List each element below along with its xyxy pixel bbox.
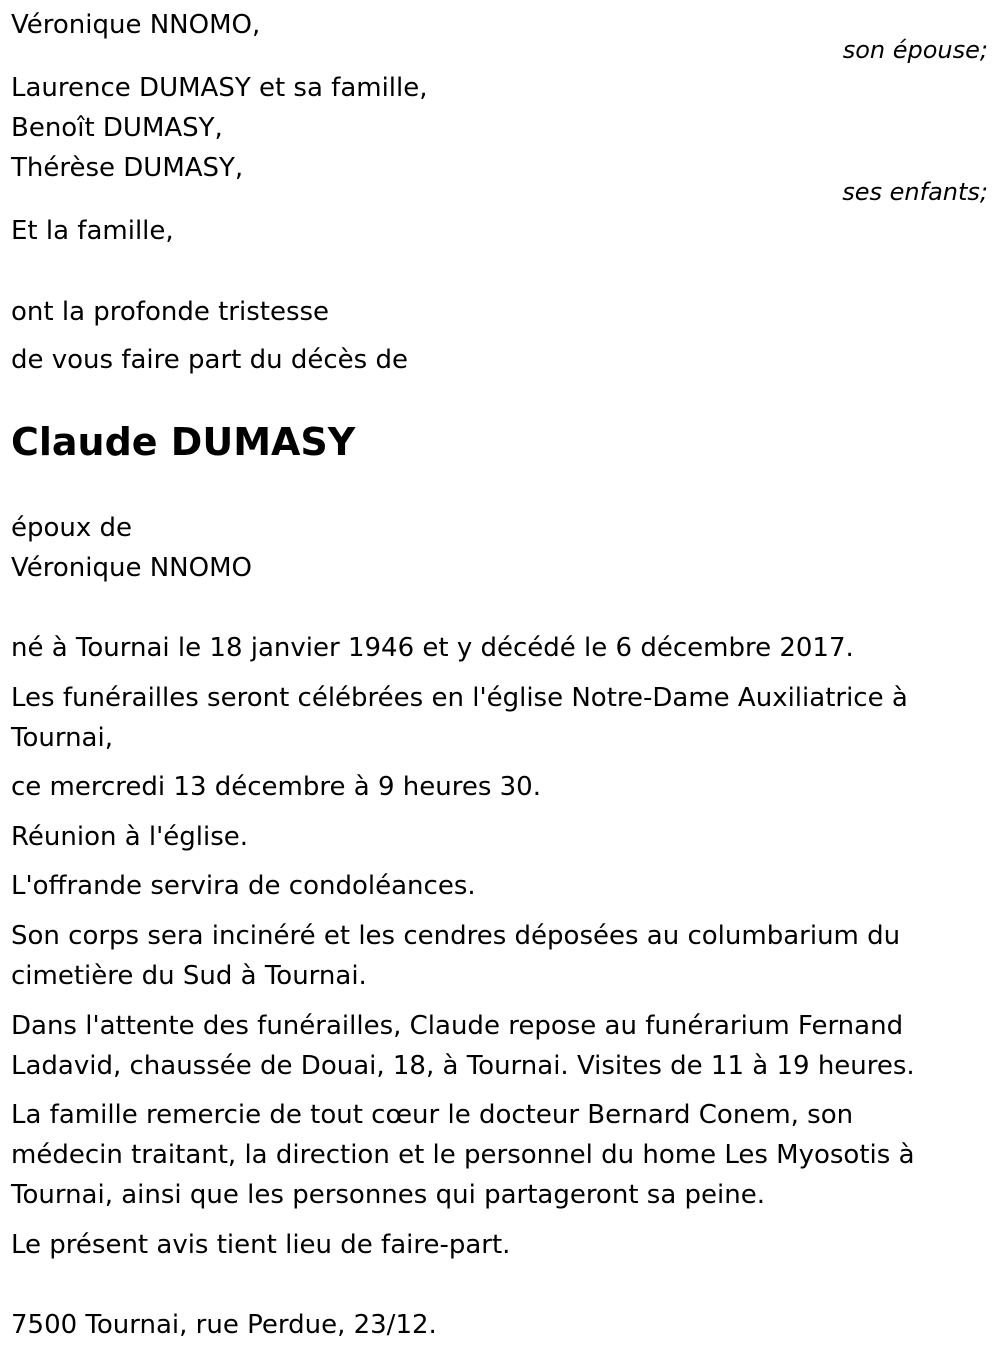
thanks-line-1: La famille remercie de tout cœur le docteur Bernard Conem, son xyxy=(11,1100,854,1130)
body-line-1: Son corps sera incinéré et les cendres déposées au columbarium du xyxy=(11,921,901,951)
children-role: ses enfants; xyxy=(842,178,988,206)
funeral-line-2: Tournai, xyxy=(11,723,113,753)
deceased-spouse: Véronique NNOMO xyxy=(11,553,252,583)
thanks-line-2: médecin traitant, la direction et le personnel du home Les Myosotis à xyxy=(11,1140,915,1170)
extended-family: Et la famille, xyxy=(11,216,174,246)
meeting: Réunion à l'église. xyxy=(11,822,249,852)
announcement-line-2: de vous faire part du décès de xyxy=(11,345,408,375)
deceased-name: Claude DUMASY xyxy=(11,420,356,464)
birth-death: né à Tournai le 18 janvier 1946 et y décédé le 6 décembre 2017. xyxy=(11,633,854,663)
offering: L'offrande servira de condoléances. xyxy=(11,871,476,901)
notice: Le présent avis tient lieu de faire-part. xyxy=(11,1230,511,1260)
spouse-name: Véronique NNOMO, xyxy=(11,10,261,40)
spouse-role: son épouse; xyxy=(842,36,988,64)
address: 7500 Tournai, rue Perdue, 23/12. xyxy=(11,1310,437,1340)
relation: époux de xyxy=(11,513,133,543)
child-2: Benoît DUMASY, xyxy=(11,113,223,143)
funeral-line-1: Les funérailles seront célébrées en l'église Notre-Dame Auxiliatrice à xyxy=(11,683,908,713)
announcement-line-1: ont la profonde tristesse xyxy=(11,297,330,327)
body-line-2: cimetière du Sud à Tournai. xyxy=(11,961,367,991)
child-3: Thérèse DUMASY, xyxy=(11,153,244,183)
rest-line-2: Ladavid, chaussée de Douai, 18, à Tournai. Visites de 11 à 19 heures. xyxy=(11,1051,915,1081)
thanks-line-3: Tournai, ainsi que les personnes qui partageront sa peine. xyxy=(11,1180,765,1210)
rest-line-1: Dans l'attente des funérailles, Claude repose au funérarium Fernand xyxy=(11,1011,904,1041)
funeral-date: ce mercredi 13 décembre à 9 heures 30. xyxy=(11,772,541,802)
child-1: Laurence DUMASY et sa famille, xyxy=(11,73,428,103)
